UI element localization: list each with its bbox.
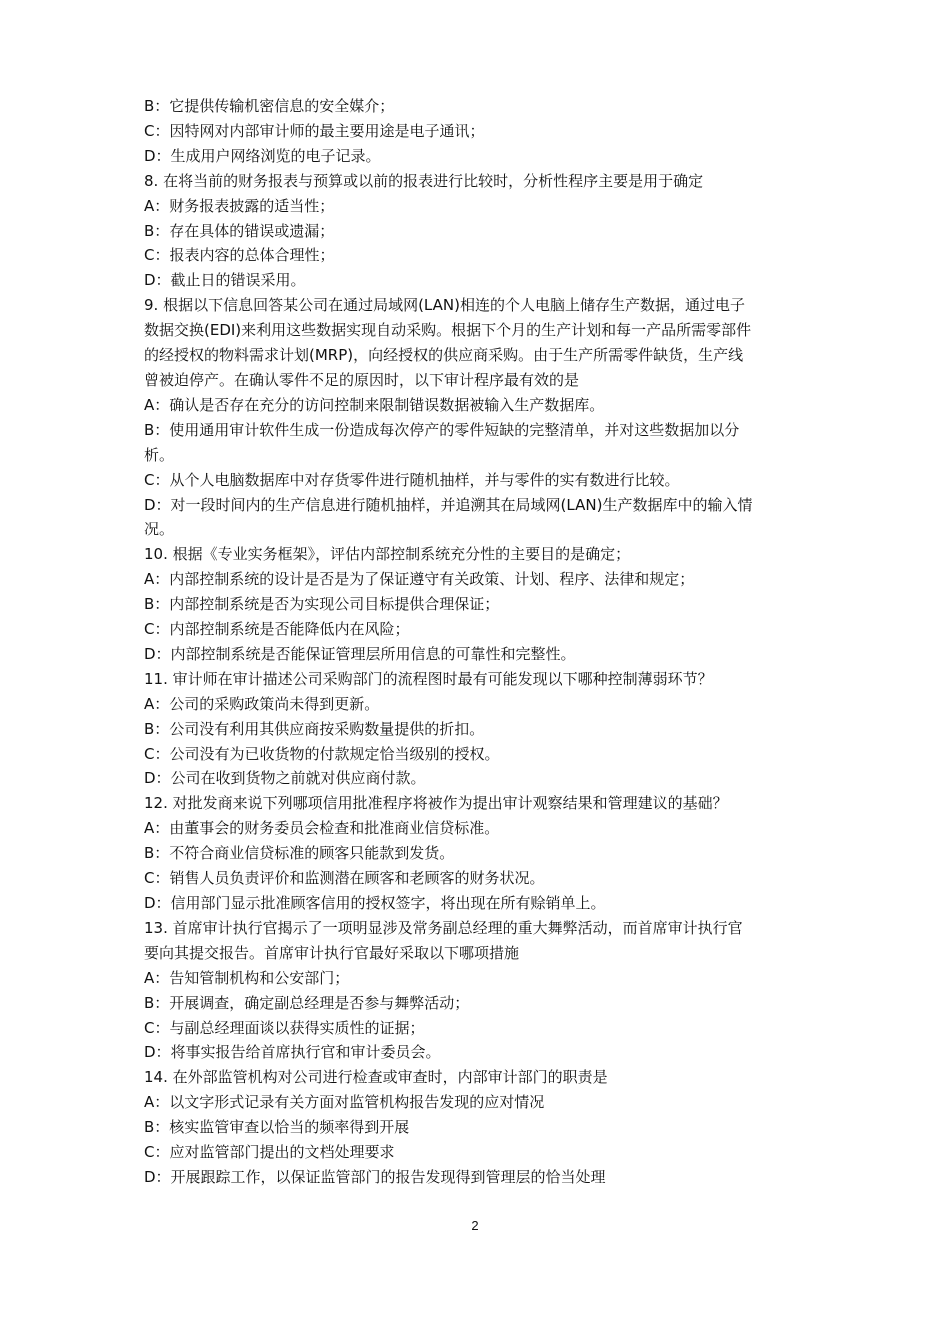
text-line: A：告知管制机构和公安部门；: [144, 968, 350, 987]
text-line: A：公司的采购政策尚未得到更新。: [144, 694, 380, 713]
text-line: C：报表内容的总体合理性；: [144, 246, 335, 265]
text-line: 曾被迫停产。在确认零件不足的原因时，以下审计程序最有效的是: [144, 370, 580, 389]
text-line: D：公司在收到货物之前就对供应商付款。: [144, 769, 426, 788]
text-line: C：与副总经理面谈以获得实质性的证据；: [144, 1018, 425, 1037]
text-line: B：它提供传输机密信息的安全媒介；: [144, 97, 395, 115]
text-line: B：存在具体的错误或遗漏；: [144, 221, 335, 240]
text-line: D：截止日的错误采用。: [144, 271, 306, 290]
text-line: 况。: [144, 520, 175, 539]
text-line: C：因特网对内部审计师的最主要用途是电子通讯；: [144, 121, 485, 140]
text-line: D：对一段时间内的生产信息进行随机抽样，并追溯其在局域网(LAN)生产数据库中的输入情: [144, 495, 753, 514]
document-body: [144, 94, 814, 1190]
text-line: D：将事实报告给首席执行官和审计委员会。: [144, 1043, 441, 1062]
text-line: D：开展跟踪工作，以保证监管部门的报告发现得到管理层的恰当处理: [144, 1167, 606, 1186]
text-line: B：核实监管审查以恰当的频率得到开展: [144, 1118, 410, 1137]
text-line: C：公司没有为已收货物的付款规定恰当级别的授权。: [144, 744, 500, 763]
text-line: 8. 在将当前的财务报表与预算或以前的报表进行比较时，分析性程序主要是用于确定: [144, 171, 704, 190]
text-line: A：内部控制系统的设计是否是为了保证遵守有关政策、计划、程序、法律和规定；: [144, 570, 695, 589]
text-line: A：以文字形式记录有关方面对监管机构报告发现的应对情况: [144, 1093, 545, 1112]
text-line: B：开展调查，确定副总经理是否参与舞弊活动；: [144, 993, 470, 1012]
text-line: 数据交换(EDI)来利用这些数据实现自动采购。根据下个月的生产计划和每一产品所需零部件: [144, 321, 752, 340]
text-line: 12. 对批发商来说下列哪项信用批准程序将被作为提出审计观察结果和管理建议的基础？: [144, 794, 728, 813]
text-line: D：内部控制系统是否能保证管理层所用信息的可靠性和完整性。: [144, 644, 576, 663]
text-line: B：公司没有利用其供应商按采购数量提供的折扣。: [144, 719, 485, 738]
text-line: 13. 首席审计执行官揭示了一项明显涉及常务副总经理的重大舞弊活动，而首席审计执行官: [144, 918, 743, 937]
text-line: C：销售人员负责评价和监测潜在顾客和老顾客的财务状况。: [144, 869, 545, 888]
text-line: 析。: [144, 445, 175, 464]
text-line: 的经授权的物料需求计划(MRP)，向经授权的供应商采购。由于生产所需零件缺货，生产线: [144, 346, 744, 365]
text-line: C：从个人电脑数据库中对存货零件进行随机抽样，并与零件的实有数进行比较。: [144, 470, 680, 489]
text-line: B：不符合商业信贷标准的顾客只能款到发货。: [144, 844, 455, 863]
text-line: B：内部控制系统是否为实现公司目标提供合理保证；: [144, 595, 500, 614]
text-line: D：生成用户网络浏览的电子记录。: [144, 146, 381, 165]
text-line: 11. 审计师在审计描述公司采购部门的流程图时最有可能发现以下哪种控制薄弱环节？: [144, 669, 713, 688]
text-line: 14. 在外部监管机构对公司进行检查或审查时，内部审计部门的职责是: [144, 1068, 608, 1087]
text-line: D：信用部门显示批准顾客信用的授权签字，将出现在所有赊销单上。: [144, 894, 606, 912]
text-line: 10. 根据《专业实务框架》，评估内部控制系统充分性的主要目的是确定；: [144, 545, 631, 564]
text-line: A：由董事会的财务委员会检查和批准商业信贷标准。: [144, 819, 500, 838]
text-line: C：应对监管部门提出的文档处理要求: [144, 1143, 395, 1162]
text-line: 9. 根据以下信息回答某公司在通过局域网(LAN)相连的个人电脑上储存生产数据，通过电子: [144, 296, 745, 315]
text-line: A：确认是否存在充分的访问控制来限制错误数据被输入生产数据库。: [144, 395, 605, 414]
page-number: 2: [471, 1218, 479, 1233]
text-line: 要向其提交报告。首席审计执行官最好采取以下哪项措施: [144, 943, 520, 962]
text-line: C：内部控制系统是否能降低内在风险；: [144, 620, 410, 639]
text-line: A：财务报表披露的适当性；: [144, 196, 335, 215]
text-line: B：使用通用审计软件生成一份造成每次停产的零件短缺的完整清单，并对这些数据加以分: [144, 420, 740, 439]
